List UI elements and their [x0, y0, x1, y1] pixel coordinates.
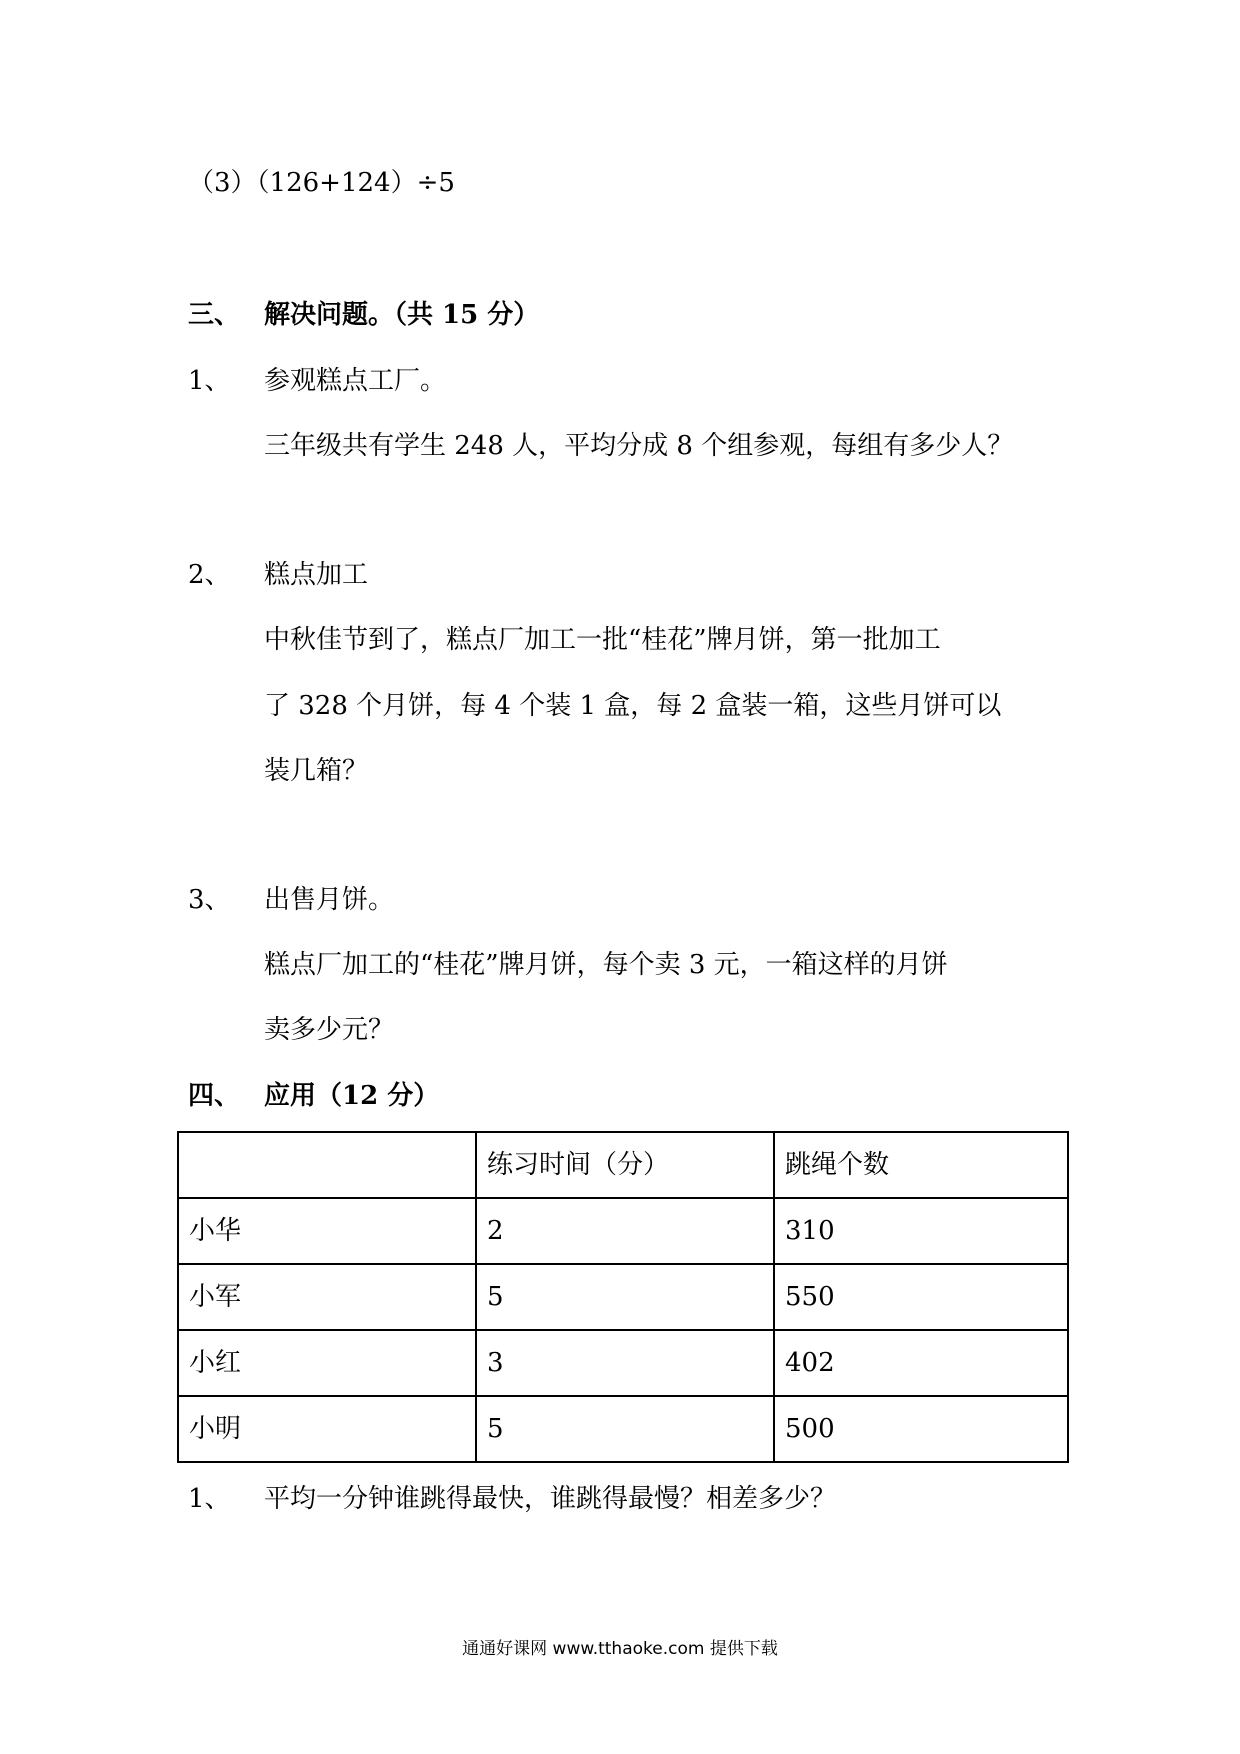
jump-rope-table [177, 1131, 1069, 1463]
footer-credit: 通通好课网 www.tthaoke.com 提供下载 [462, 1639, 778, 1659]
table-cell: 310 [774, 1198, 1068, 1264]
question-3-2-line-3: 装几箱？ [264, 756, 369, 786]
table-header-cell: 跳绳个数 [774, 1132, 1068, 1198]
table-cell: 小明 [178, 1396, 476, 1462]
question-number: 1、 [188, 366, 231, 396]
table-cell: 500 [774, 1396, 1068, 1462]
table-cell: 550 [774, 1264, 1068, 1330]
table-header-row [178, 1132, 1068, 1198]
question-number: 2、 [188, 560, 231, 590]
table-header-cell [178, 1132, 476, 1198]
question-number: 3、 [188, 885, 231, 915]
question-3-3-line-1: 糕点厂加工的“桂花”牌月饼，每个卖 3 元，一箱这样的月饼 [264, 950, 948, 980]
table-cell: 5 [476, 1396, 774, 1462]
table-row [178, 1330, 1068, 1396]
section4-heading-text: 应用（12 分） [264, 1081, 440, 1111]
question-3-3-line-2: 卖多少元？ [264, 1015, 395, 1045]
section4-heading-num: 四、 [188, 1081, 241, 1111]
section3-heading-num: 三、 [188, 300, 241, 330]
table-row [178, 1198, 1068, 1264]
table-cell: 402 [774, 1330, 1068, 1396]
table-cell: 小红 [178, 1330, 476, 1396]
table-cell: 2 [476, 1198, 774, 1264]
table-cell: 5 [476, 1264, 774, 1330]
table-row [178, 1396, 1068, 1462]
question-title: 糕点加工 [264, 560, 369, 590]
expression-3: （3）（126+124）÷5 [188, 168, 455, 198]
table-cell: 小华 [178, 1198, 476, 1264]
question-text: 平均一分钟谁跳得最快，谁跳得最慢？相差多少？ [264, 1484, 837, 1514]
section3-heading-text: 解决问题。（共 15 分） [264, 300, 540, 330]
table-cell: 3 [476, 1330, 774, 1396]
question-3-2-line-1: 中秋佳节到了，糕点厂加工一批“桂花”牌月饼，第一批加工 [264, 625, 941, 655]
question-title: 出售月饼。 [264, 885, 395, 915]
question-number: 1、 [188, 1484, 231, 1514]
question-3-2-line-2: 了 328 个月饼，每 4 个装 1 盒，每 2 盒装一箱，这些月饼可以 [264, 691, 1002, 721]
table-row [178, 1264, 1068, 1330]
question-3-1-line-1: 三年级共有学生 248 人，平均分成 8 个组参观，每组有多少人？ [264, 431, 1014, 461]
table-cell: 小军 [178, 1264, 476, 1330]
table-header-cell: 练习时间（分） [476, 1132, 774, 1198]
question-title: 参观糕点工厂。 [264, 366, 447, 396]
